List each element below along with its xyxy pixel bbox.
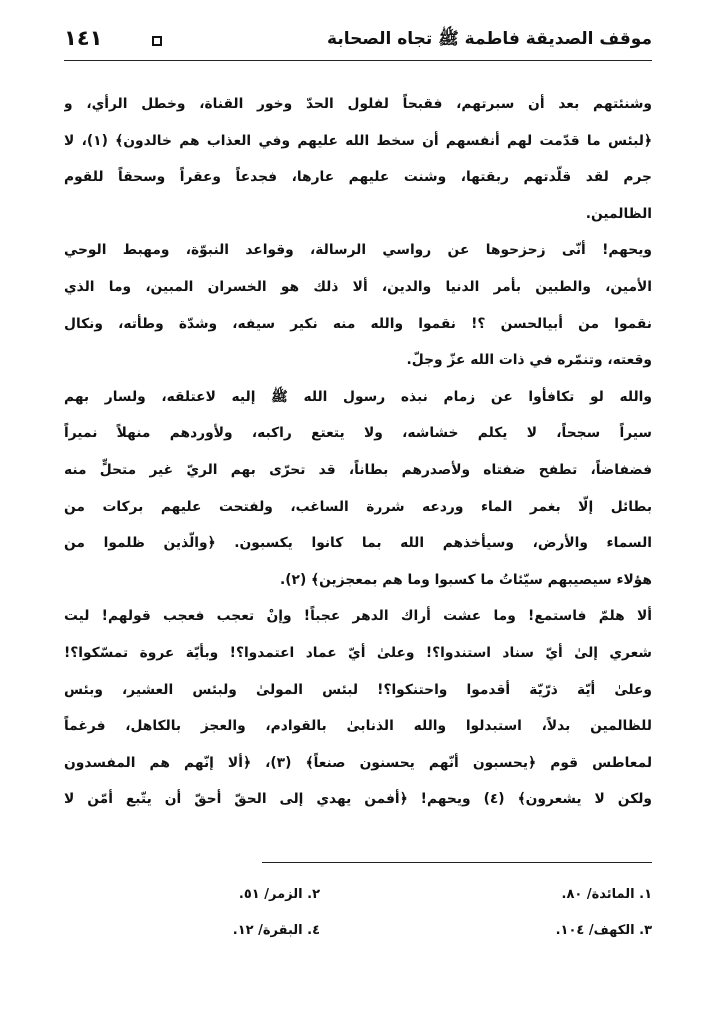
text-line: شعري إلىٰ أيّ سناد استندوا؟! وعلىٰ أيّ عماد اعتمدوا؟! وبأيّة عروة تمسّكوا؟! — [64, 644, 652, 661]
footnote-3: ٣. الكهف/ ١٠٤. — [555, 923, 652, 938]
page-number: ١٤١ — [64, 26, 103, 50]
text-line: الأمين، والطبين بأمر الدنيا والدين، ألا ذلك هو الخسران المبين، وما الذي — [64, 278, 652, 295]
footnote-row — [64, 913, 652, 949]
main-text — [64, 86, 652, 818]
footnote-4: ٤. البقرة/ ١٢. — [232, 923, 320, 938]
footnotes — [64, 877, 652, 949]
text-line: ﴿لبئس ما قدّمت لهم أنفسهم أن سخط الله عليهم وفي العذاب هم خالدون﴾ (١)، لا — [64, 132, 652, 149]
text-line: ولكن لا يشعرون﴾ (٤) ويحهم! ﴿أفمن يهدي إلى الحقّ أحقّ أن يتّبع أمّن لا — [64, 791, 652, 808]
text-line: للظالمين بدلاً، استبدلوا والله الذنابىٰ بالقوادم، والعجز بالكاهل، فرغماً — [64, 718, 652, 735]
text-line: السماء والأرض، وسيأخذهم الله بما كانوا يكسبون. ﴿والّذين ظلموا من — [64, 535, 652, 552]
text-line: بطائل إلّا بغمر الماء وردعه شررة الساغب، ولفتحت عليهم بركات من — [64, 498, 652, 515]
header-title: موقف الصديقة فاطمة ﷺ تجاه الصحابة — [327, 29, 652, 49]
text-line: جرم لقد قلّدتهم ربقتها، وشنت عليهم عارها، فجدعاً وعقراً وسحقاً للقوم — [64, 169, 652, 186]
footnote-divider — [262, 862, 652, 863]
footnote-row — [64, 877, 652, 913]
text-line: نقموا من أبيالحسن ؟! نقموا والله منه نكير سيفه، وشدّة وطأته، ونكال — [64, 315, 652, 332]
text-line: سيراً سجحاً، لا يكلم خشاشه، ولا يتعتع راكبه، ولأوردهم منهلاً نميراً — [64, 425, 652, 442]
text-line: والله لو تكافأوا عن زمام نبذه رسول الله ﷺ إليه لاعتلقه، ولسار بهم — [64, 388, 652, 405]
text-line: وعلىٰ أيّة ذرّيّة أقدموا واحتنكوا؟! لبئس المولىٰ ولبئس العشير، وبئس — [64, 681, 652, 698]
text-line: وشنئتهم بعد أن سبرتهم، فقبحاً لفلول الحدّ وخور القناة، وخطل الرأي، و — [64, 96, 652, 112]
text-line: الظالمين. — [585, 205, 652, 222]
text-line: ألا هلمّ فاستمع! وما عشت أراك الدهر عجباً! وإنْ تعجب فعجب قولهم! ليت — [64, 608, 652, 625]
text-line: ويحهم! أنّى زحزحوها عن رواسي الرسالة، وقواعد النبوّة، ومهبط الوحي — [64, 242, 652, 259]
text-line: وقعته، وتنمّره في ذات الله عزّ وجلّ. — [406, 352, 652, 369]
footnote-2: ٢. الزمر/ ٥١. — [238, 887, 320, 902]
footnote-1: ١. المائدة/ ٨٠. — [561, 887, 652, 902]
running-header — [64, 22, 652, 60]
square-separator-icon — [152, 36, 162, 46]
text-line: لمعاطس قوم ﴿يحسبون أنّهم يحسنون صنعاً﴾ (٣)، ﴿ألا إنّهم هم المفسدون — [64, 754, 652, 771]
text-line: هؤلاء سيصيبهم سيّئاتُ ما كسبوا وما هم بمعجزين﴾ (٢). — [279, 571, 652, 588]
text-line: فضفاضاً، تطفح ضفتاه ولأصدرهم بطاناً، قد تحرّى بهم الريّ غير متحلٍّ منه — [64, 461, 652, 478]
header-divider — [64, 60, 652, 61]
